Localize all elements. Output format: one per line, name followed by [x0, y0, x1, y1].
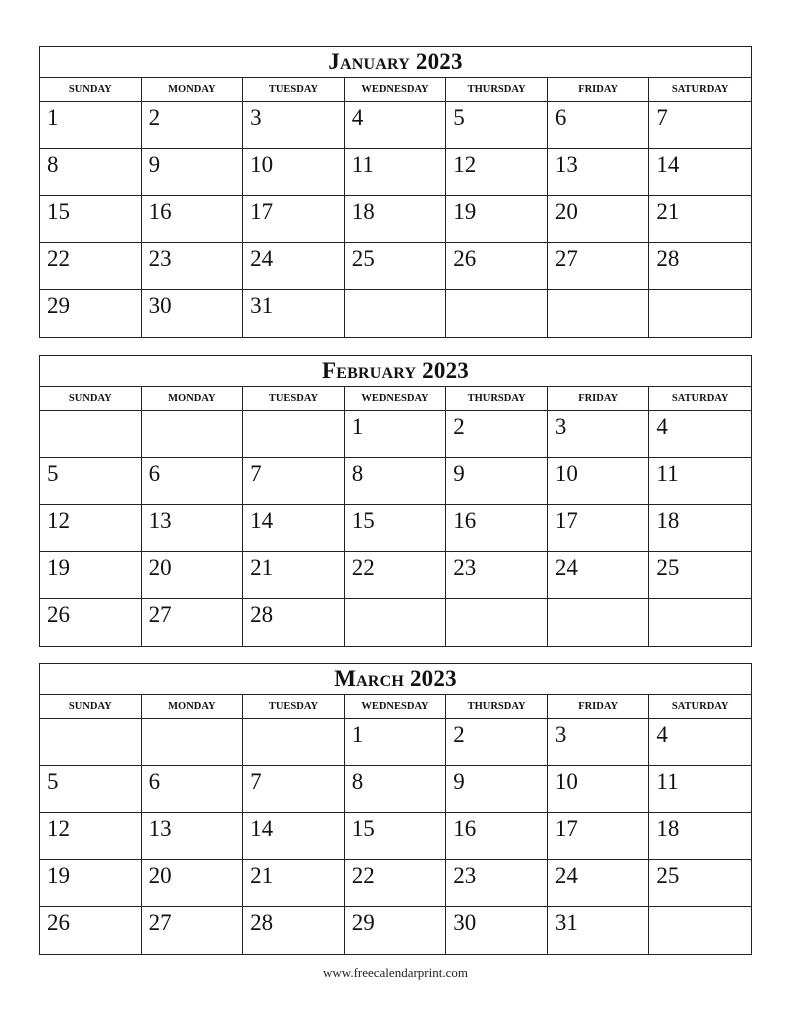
- day-cell: 22: [345, 860, 447, 907]
- day-cell: 6: [142, 458, 244, 505]
- day-cell: 24: [548, 860, 650, 907]
- day-cell: 11: [649, 766, 751, 813]
- day-cell: 3: [548, 719, 650, 766]
- day-cell: [446, 599, 548, 646]
- day-cell: [142, 411, 244, 458]
- day-cell: 5: [40, 458, 142, 505]
- day-cell: 29: [40, 290, 142, 337]
- weekday-header: WEDNESDAY: [345, 78, 447, 102]
- month-calendar: [39, 46, 752, 338]
- day-cell: 31: [548, 907, 650, 954]
- month-calendar: [39, 663, 752, 955]
- day-cell: 5: [446, 102, 548, 149]
- month-title: January 2023: [40, 47, 751, 78]
- day-cell: [345, 290, 447, 337]
- day-cell: 25: [649, 860, 751, 907]
- weekday-header: MONDAY: [142, 387, 244, 411]
- day-cell: 9: [446, 766, 548, 813]
- day-cell: 18: [649, 505, 751, 552]
- month-title: February 2023: [40, 356, 751, 387]
- day-cell: 12: [40, 505, 142, 552]
- day-cell: 16: [446, 813, 548, 860]
- weekday-header: SUNDAY: [40, 78, 142, 102]
- day-cell: 29: [345, 907, 447, 954]
- weekday-header: MONDAY: [142, 695, 244, 719]
- day-cell: 1: [40, 102, 142, 149]
- day-cell: 23: [446, 860, 548, 907]
- weekday-header: WEDNESDAY: [345, 387, 447, 411]
- day-cell: 3: [548, 411, 650, 458]
- day-cell: 21: [649, 196, 751, 243]
- day-cell: 14: [243, 505, 345, 552]
- day-cell: 17: [243, 196, 345, 243]
- day-cell: 27: [548, 243, 650, 290]
- day-cell: 4: [649, 411, 751, 458]
- weekday-header: SATURDAY: [649, 695, 751, 719]
- weekday-header: TUESDAY: [243, 387, 345, 411]
- day-cell: 2: [446, 719, 548, 766]
- weekday-header: SATURDAY: [649, 78, 751, 102]
- day-cell: 12: [446, 149, 548, 196]
- day-cell: 28: [649, 243, 751, 290]
- weekday-header: FRIDAY: [548, 387, 650, 411]
- day-cell: 27: [142, 907, 244, 954]
- day-cell: 17: [548, 505, 650, 552]
- day-cell: 25: [649, 552, 751, 599]
- day-cell: 30: [446, 907, 548, 954]
- day-cell: 18: [345, 196, 447, 243]
- day-cell: 13: [548, 149, 650, 196]
- day-cell: 26: [40, 907, 142, 954]
- day-cell: 8: [345, 766, 447, 813]
- day-cell: [142, 719, 244, 766]
- day-cell: 16: [446, 505, 548, 552]
- day-cell: [649, 290, 751, 337]
- day-cell: 21: [243, 860, 345, 907]
- day-cell: 28: [243, 907, 345, 954]
- day-cell: 28: [243, 599, 345, 646]
- day-cell: 20: [142, 552, 244, 599]
- day-cell: 8: [40, 149, 142, 196]
- day-cell: [548, 290, 650, 337]
- day-cell: 30: [142, 290, 244, 337]
- day-cell: 20: [548, 196, 650, 243]
- day-cell: 2: [446, 411, 548, 458]
- day-cell: 19: [40, 860, 142, 907]
- day-cell: 16: [142, 196, 244, 243]
- weekday-header: SUNDAY: [40, 387, 142, 411]
- day-cell: [649, 907, 751, 954]
- day-cell: 23: [142, 243, 244, 290]
- day-cell: 6: [142, 766, 244, 813]
- day-cell: 10: [548, 766, 650, 813]
- day-cell: 7: [649, 102, 751, 149]
- day-cell: 14: [243, 813, 345, 860]
- weekday-header: FRIDAY: [548, 78, 650, 102]
- day-cell: 21: [243, 552, 345, 599]
- day-cell: 23: [446, 552, 548, 599]
- weekday-header: TUESDAY: [243, 78, 345, 102]
- weekday-header: FRIDAY: [548, 695, 650, 719]
- day-cell: [345, 599, 447, 646]
- weekday-header: THURSDAY: [446, 78, 548, 102]
- day-cell: 9: [446, 458, 548, 505]
- day-cell: 31: [243, 290, 345, 337]
- day-cell: 8: [345, 458, 447, 505]
- day-cell: 22: [345, 552, 447, 599]
- day-cell: 25: [345, 243, 447, 290]
- day-cell: 10: [243, 149, 345, 196]
- day-cell: 9: [142, 149, 244, 196]
- day-cell: 18: [649, 813, 751, 860]
- day-cell: 15: [345, 813, 447, 860]
- day-cell: 2: [142, 102, 244, 149]
- day-cell: [40, 719, 142, 766]
- month-grid: [40, 78, 751, 337]
- day-cell: 14: [649, 149, 751, 196]
- weekday-header: THURSDAY: [446, 695, 548, 719]
- day-cell: [548, 599, 650, 646]
- day-cell: 27: [142, 599, 244, 646]
- day-cell: 26: [446, 243, 548, 290]
- day-cell: 15: [40, 196, 142, 243]
- day-cell: 1: [345, 719, 447, 766]
- day-cell: 19: [446, 196, 548, 243]
- weekday-header: SATURDAY: [649, 387, 751, 411]
- month-title: March 2023: [40, 664, 751, 695]
- day-cell: 1: [345, 411, 447, 458]
- day-cell: 20: [142, 860, 244, 907]
- weekday-header: TUESDAY: [243, 695, 345, 719]
- day-cell: 13: [142, 505, 244, 552]
- month-grid: [40, 387, 751, 646]
- day-cell: 6: [548, 102, 650, 149]
- weekday-header: THURSDAY: [446, 387, 548, 411]
- day-cell: 11: [345, 149, 447, 196]
- day-cell: 7: [243, 458, 345, 505]
- day-cell: 17: [548, 813, 650, 860]
- weekday-header: WEDNESDAY: [345, 695, 447, 719]
- day-cell: 15: [345, 505, 447, 552]
- day-cell: [446, 290, 548, 337]
- day-cell: [649, 599, 751, 646]
- day-cell: 26: [40, 599, 142, 646]
- day-cell: 19: [40, 552, 142, 599]
- day-cell: [40, 411, 142, 458]
- day-cell: 24: [548, 552, 650, 599]
- day-cell: 24: [243, 243, 345, 290]
- day-cell: [243, 411, 345, 458]
- footer-url: www.freecalendarprint.com: [323, 965, 468, 980]
- day-cell: 11: [649, 458, 751, 505]
- day-cell: 5: [40, 766, 142, 813]
- day-cell: 13: [142, 813, 244, 860]
- day-cell: 22: [40, 243, 142, 290]
- day-cell: 7: [243, 766, 345, 813]
- weekday-header: MONDAY: [142, 78, 244, 102]
- month-calendar: [39, 355, 752, 647]
- day-cell: [243, 719, 345, 766]
- day-cell: 4: [649, 719, 751, 766]
- day-cell: 10: [548, 458, 650, 505]
- weekday-header: SUNDAY: [40, 695, 142, 719]
- month-grid: [40, 695, 751, 954]
- day-cell: 3: [243, 102, 345, 149]
- day-cell: 4: [345, 102, 447, 149]
- day-cell: 12: [40, 813, 142, 860]
